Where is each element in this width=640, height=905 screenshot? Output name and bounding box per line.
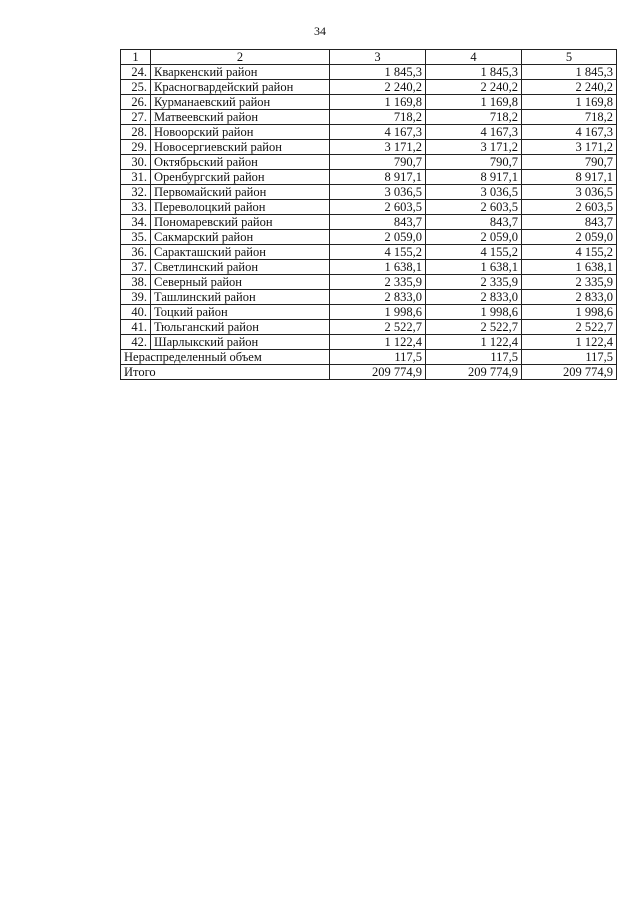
value-col-3: 1 122,4 bbox=[330, 335, 426, 350]
unallocated-col-4: 117,5 bbox=[426, 350, 522, 365]
value-col-3: 3 171,2 bbox=[330, 140, 426, 155]
table-row bbox=[121, 65, 617, 80]
row-index: 34. bbox=[121, 215, 151, 230]
value-col-5: 2 522,7 bbox=[522, 320, 617, 335]
value-col-4: 1 638,1 bbox=[426, 260, 522, 275]
row-index: 39. bbox=[121, 290, 151, 305]
value-col-3: 843,7 bbox=[330, 215, 426, 230]
value-col-4: 1 169,8 bbox=[426, 95, 522, 110]
value-col-4: 4 155,2 bbox=[426, 245, 522, 260]
value-col-4: 2 335,9 bbox=[426, 275, 522, 290]
row-index: 35. bbox=[121, 230, 151, 245]
total-row bbox=[121, 365, 617, 380]
district-name: Северный район bbox=[151, 275, 330, 290]
total-col-5: 209 774,9 bbox=[522, 365, 617, 380]
value-col-5: 8 917,1 bbox=[522, 170, 617, 185]
value-col-4: 3 171,2 bbox=[426, 140, 522, 155]
value-col-5: 4 167,3 bbox=[522, 125, 617, 140]
table-row bbox=[121, 260, 617, 275]
value-col-3: 3 036,5 bbox=[330, 185, 426, 200]
value-col-5: 2 240,2 bbox=[522, 80, 617, 95]
value-col-3: 1 169,8 bbox=[330, 95, 426, 110]
value-col-3: 1 845,3 bbox=[330, 65, 426, 80]
header-col-3: 3 bbox=[330, 50, 426, 65]
district-name: Новоорский район bbox=[151, 125, 330, 140]
value-col-4: 2 059,0 bbox=[426, 230, 522, 245]
table-body bbox=[121, 65, 617, 350]
table-row bbox=[121, 200, 617, 215]
value-col-4: 718,2 bbox=[426, 110, 522, 125]
row-index: 38. bbox=[121, 275, 151, 290]
district-name: Октябрьский район bbox=[151, 155, 330, 170]
district-name: Переволоцкий район bbox=[151, 200, 330, 215]
table-row bbox=[121, 215, 617, 230]
row-index: 30. bbox=[121, 155, 151, 170]
district-name: Тюльганский район bbox=[151, 320, 330, 335]
row-index: 32. bbox=[121, 185, 151, 200]
row-index: 42. bbox=[121, 335, 151, 350]
district-name: Ташлинский район bbox=[151, 290, 330, 305]
header-col-2: 2 bbox=[151, 50, 330, 65]
district-name: Первомайский район bbox=[151, 185, 330, 200]
table-row bbox=[121, 95, 617, 110]
row-index: 24. bbox=[121, 65, 151, 80]
unallocated-col-5: 117,5 bbox=[522, 350, 617, 365]
value-col-5: 1 638,1 bbox=[522, 260, 617, 275]
value-col-3: 718,2 bbox=[330, 110, 426, 125]
value-col-4: 2 603,5 bbox=[426, 200, 522, 215]
row-index: 33. bbox=[121, 200, 151, 215]
district-name: Светлинский район bbox=[151, 260, 330, 275]
total-col-4: 209 774,9 bbox=[426, 365, 522, 380]
value-col-5: 1 169,8 bbox=[522, 95, 617, 110]
value-col-4: 1 845,3 bbox=[426, 65, 522, 80]
value-col-4: 843,7 bbox=[426, 215, 522, 230]
table-row bbox=[121, 80, 617, 95]
allocation-table bbox=[120, 49, 617, 380]
table-row bbox=[121, 140, 617, 155]
row-index: 41. bbox=[121, 320, 151, 335]
value-col-5: 2 833,0 bbox=[522, 290, 617, 305]
value-col-5: 1 122,4 bbox=[522, 335, 617, 350]
row-index: 28. bbox=[121, 125, 151, 140]
table-row bbox=[121, 275, 617, 290]
row-index: 31. bbox=[121, 170, 151, 185]
row-index: 27. bbox=[121, 110, 151, 125]
district-name: Курманаевский район bbox=[151, 95, 330, 110]
value-col-5: 2 059,0 bbox=[522, 230, 617, 245]
value-col-4: 2 522,7 bbox=[426, 320, 522, 335]
table-row bbox=[121, 320, 617, 335]
value-col-4: 4 167,3 bbox=[426, 125, 522, 140]
value-col-3: 2 833,0 bbox=[330, 290, 426, 305]
value-col-5: 1 845,3 bbox=[522, 65, 617, 80]
table-row bbox=[121, 245, 617, 260]
table-row bbox=[121, 290, 617, 305]
value-col-5: 2 335,9 bbox=[522, 275, 617, 290]
value-col-4: 2 833,0 bbox=[426, 290, 522, 305]
district-name: Матвеевский район bbox=[151, 110, 330, 125]
value-col-3: 1 998,6 bbox=[330, 305, 426, 320]
value-col-5: 718,2 bbox=[522, 110, 617, 125]
table-row bbox=[121, 110, 617, 125]
table-row bbox=[121, 155, 617, 170]
district-name: Новосергиевский район bbox=[151, 140, 330, 155]
value-col-4: 2 240,2 bbox=[426, 80, 522, 95]
table-row bbox=[121, 170, 617, 185]
row-index: 29. bbox=[121, 140, 151, 155]
table-row bbox=[121, 185, 617, 200]
district-name: Оренбургский район bbox=[151, 170, 330, 185]
row-index: 25. bbox=[121, 80, 151, 95]
value-col-5: 3 036,5 bbox=[522, 185, 617, 200]
table-row bbox=[121, 335, 617, 350]
unallocated-row bbox=[121, 350, 617, 365]
header-col-1: 1 bbox=[121, 50, 151, 65]
value-col-4: 8 917,1 bbox=[426, 170, 522, 185]
value-col-3: 2 603,5 bbox=[330, 200, 426, 215]
row-index: 37. bbox=[121, 260, 151, 275]
row-index: 40. bbox=[121, 305, 151, 320]
table-row bbox=[121, 305, 617, 320]
value-col-5: 790,7 bbox=[522, 155, 617, 170]
row-index: 26. bbox=[121, 95, 151, 110]
value-col-5: 3 171,2 bbox=[522, 140, 617, 155]
value-col-3: 2 522,7 bbox=[330, 320, 426, 335]
district-name: Пономаревский район bbox=[151, 215, 330, 230]
value-col-5: 2 603,5 bbox=[522, 200, 617, 215]
district-name: Красногвардейский район bbox=[151, 80, 330, 95]
value-col-4: 790,7 bbox=[426, 155, 522, 170]
district-name: Кваркенский район bbox=[151, 65, 330, 80]
value-col-4: 1 122,4 bbox=[426, 335, 522, 350]
value-col-3: 2 335,9 bbox=[330, 275, 426, 290]
value-col-4: 1 998,6 bbox=[426, 305, 522, 320]
header-col-5: 5 bbox=[522, 50, 617, 65]
header-col-4: 4 bbox=[426, 50, 522, 65]
value-col-4: 3 036,5 bbox=[426, 185, 522, 200]
value-col-5: 843,7 bbox=[522, 215, 617, 230]
header-row bbox=[121, 50, 617, 65]
total-col-3: 209 774,9 bbox=[330, 365, 426, 380]
value-col-5: 4 155,2 bbox=[522, 245, 617, 260]
district-name: Тоцкий район bbox=[151, 305, 330, 320]
district-name: Шарлыкский район bbox=[151, 335, 330, 350]
unallocated-label: Нераспределенный объем bbox=[121, 350, 330, 365]
table-row bbox=[121, 125, 617, 140]
district-name: Сакмарский район bbox=[151, 230, 330, 245]
value-col-5: 1 998,6 bbox=[522, 305, 617, 320]
row-index: 36. bbox=[121, 245, 151, 260]
value-col-3: 790,7 bbox=[330, 155, 426, 170]
unallocated-col-3: 117,5 bbox=[330, 350, 426, 365]
value-col-3: 8 917,1 bbox=[330, 170, 426, 185]
page-number: 34 bbox=[314, 24, 326, 38]
table-row bbox=[121, 230, 617, 245]
value-col-3: 2 059,0 bbox=[330, 230, 426, 245]
value-col-3: 2 240,2 bbox=[330, 80, 426, 95]
value-col-3: 4 167,3 bbox=[330, 125, 426, 140]
value-col-3: 1 638,1 bbox=[330, 260, 426, 275]
value-col-3: 4 155,2 bbox=[330, 245, 426, 260]
total-label: Итого bbox=[121, 365, 330, 380]
district-name: Саракташский район bbox=[151, 245, 330, 260]
